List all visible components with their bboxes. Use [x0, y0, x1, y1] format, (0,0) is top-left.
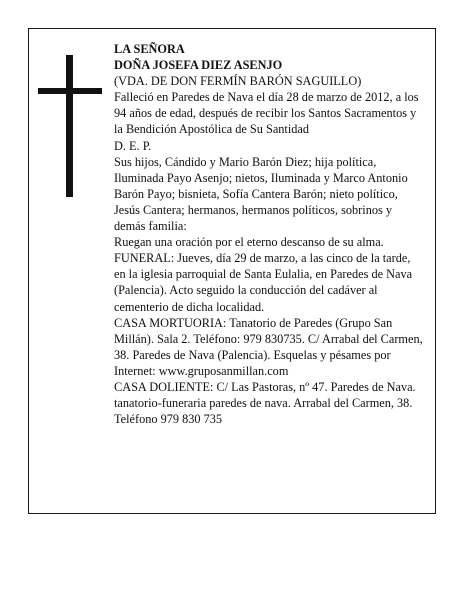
- latin-cross-icon: [38, 55, 102, 197]
- cross-vertical-bar: [66, 55, 73, 197]
- tanatorio-info: tanatorio-funeraria paredes de nava. Arrabal del Carmen, 38. Teléfono 979 830 735: [114, 396, 413, 427]
- obituary-text: [114, 41, 424, 427]
- casa-mortuoria-info: CASA MORTUORIA: Tanatorio de Paredes (Grupo San Millán). Sala 2. Teléfono: 979 830735. C/ Arrabal del Carmen, 38. Paredes de Nava (Palencia). Esquelas y pésames por Internet: www.gruposanmillan.com: [114, 315, 423, 378]
- casa-doliente-info: CASA DOLIENTE: C/ Las Pastoras, nº 47. Paredes de Nava.: [114, 379, 416, 394]
- cross-horizontal-bar: [38, 88, 102, 94]
- notice-heading-title: LA SEÑORA: [114, 42, 185, 56]
- dep-line: D. E. P.: [114, 138, 152, 153]
- funeral-info: FUNERAL: Jueves, día 29 de marzo, a las cinco de la tarde, en la iglesia parroquial de Santa Eulalia, en Paredes de Nava (Palencia). Acto seguido la conducción del cadáver al cementerio de dicha localidad.: [114, 251, 413, 314]
- deceased-name: DOÑA JOSEFA DIEZ ASENJO: [114, 58, 283, 73]
- family-list: Sus hijos, Cándido y Mario Barón Diez; hija política, Iluminada Payo Asenjo; nietos, Iluminada y Marco Antonio Barón Payo; bisnieta, Sofía Cantera Barón; nieto político, Jesús Cantera; hermanos, hermanos políticos, sobrinos y demás familia:: [114, 154, 408, 234]
- death-statement: Falleció en Paredes de Nava el día 28 de marzo de 2012, a los 94 años de edad, después de recibir los Santos Sacramentos y la Bendición Apostólica de Su Santidad: [114, 90, 419, 137]
- prayer-request: Ruegan una oración por el eterno descanso de su alma.: [114, 235, 384, 250]
- widow-of: (VDA. DE DON FERMÍN BARÓN SAGUILLO): [114, 74, 362, 89]
